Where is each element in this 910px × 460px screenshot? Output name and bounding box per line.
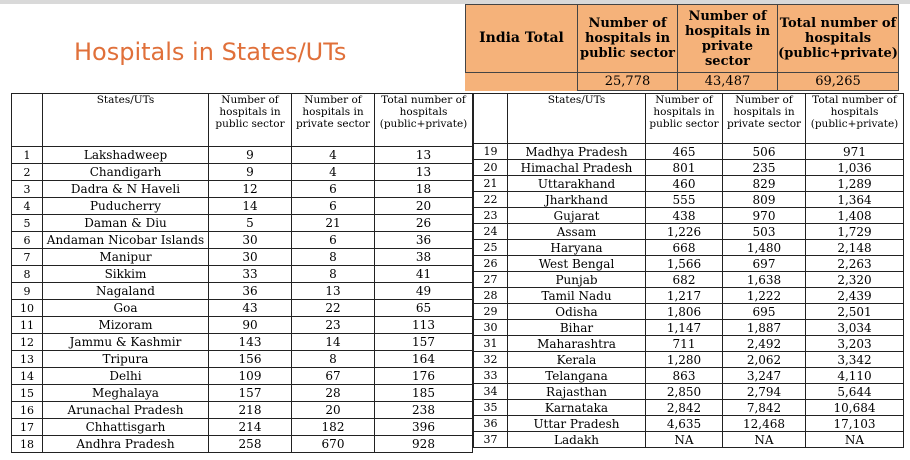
serial-number: 30	[474, 320, 508, 336]
state-name: Bihar	[508, 320, 646, 336]
private-count: 829	[723, 176, 806, 192]
total-count: 5,644	[806, 384, 904, 400]
table-row	[12, 334, 473, 351]
serial-header	[474, 94, 508, 144]
private-count: 1,638	[723, 272, 806, 288]
public-count: 465	[646, 144, 723, 160]
state-name: Haryana	[508, 240, 646, 256]
page-title: Hospitals in States/UTs	[74, 38, 347, 66]
total-count: 1,729	[806, 224, 904, 240]
serial-number: 37	[474, 432, 508, 448]
table-row	[474, 304, 904, 320]
table-row	[474, 176, 904, 192]
state-name: Delhi	[43, 368, 209, 385]
table-row	[474, 272, 904, 288]
private-count: 22	[292, 300, 375, 317]
private-count: 23	[292, 317, 375, 334]
table-row	[12, 317, 473, 334]
state-name: Gujarat	[508, 208, 646, 224]
total-count: NA	[806, 432, 904, 448]
india-total-blank-cell	[466, 73, 578, 91]
table-row	[474, 256, 904, 272]
state-name: Mizoram	[43, 317, 209, 334]
table-row	[474, 144, 904, 160]
public-count: 36	[209, 283, 292, 300]
serial-number: 36	[474, 416, 508, 432]
total-count: 2,148	[806, 240, 904, 256]
state-name: Odisha	[508, 304, 646, 320]
state-name: Uttarakhand	[508, 176, 646, 192]
state-name: Lakshadweep	[43, 147, 209, 164]
public-count: 214	[209, 419, 292, 436]
states-header: States/UTs	[43, 94, 209, 147]
state-name: Kerala	[508, 352, 646, 368]
serial-number: 7	[12, 249, 43, 266]
state-name: Telangana	[508, 368, 646, 384]
private-count: 1,222	[723, 288, 806, 304]
total-count: 3,034	[806, 320, 904, 336]
total-count: 928	[375, 436, 473, 453]
state-name: Arunachal Pradesh	[43, 402, 209, 419]
private-count: 503	[723, 224, 806, 240]
total-count: 971	[806, 144, 904, 160]
state-name: Tripura	[43, 351, 209, 368]
public-count: 30	[209, 232, 292, 249]
states-header: States/UTs	[508, 94, 646, 144]
public-count: 30	[209, 249, 292, 266]
private-count: 809	[723, 192, 806, 208]
serial-number: 14	[12, 368, 43, 385]
table-row	[474, 400, 904, 416]
total-count: 113	[375, 317, 473, 334]
serial-number: 21	[474, 176, 508, 192]
state-name: Goa	[43, 300, 209, 317]
state-name: Himachal Pradesh	[508, 160, 646, 176]
india-total-header-private: Number of hospitals in private sector	[678, 5, 778, 73]
total-count: 49	[375, 283, 473, 300]
serial-number: 33	[474, 368, 508, 384]
total-count: 13	[375, 164, 473, 181]
public-header: Number of hospitals in public sector	[209, 94, 292, 147]
total-count: 18	[375, 181, 473, 198]
serial-number: 10	[12, 300, 43, 317]
state-name: Jharkhand	[508, 192, 646, 208]
serial-number: 17	[12, 419, 43, 436]
private-count: 2,794	[723, 384, 806, 400]
public-count: 143	[209, 334, 292, 351]
state-name: Uttar Pradesh	[508, 416, 646, 432]
serial-number: 9	[12, 283, 43, 300]
public-count: 682	[646, 272, 723, 288]
public-count: 1,147	[646, 320, 723, 336]
state-name: Puducherry	[43, 198, 209, 215]
table-row	[474, 336, 904, 352]
serial-header	[12, 94, 43, 147]
total-count: 2,263	[806, 256, 904, 272]
state-name: Andaman Nicobar Islands	[43, 232, 209, 249]
private-count: 2,492	[723, 336, 806, 352]
serial-number: 35	[474, 400, 508, 416]
table-row	[474, 384, 904, 400]
public-count: 9	[209, 164, 292, 181]
total-count: 2,501	[806, 304, 904, 320]
serial-number: 25	[474, 240, 508, 256]
private-count: 14	[292, 334, 375, 351]
total-count: 26	[375, 215, 473, 232]
private-count: 695	[723, 304, 806, 320]
public-count: 9	[209, 147, 292, 164]
private-count: 4	[292, 147, 375, 164]
table-row	[12, 402, 473, 419]
serial-number: 34	[474, 384, 508, 400]
serial-number: 4	[12, 198, 43, 215]
india-total-value-private: 43,487	[678, 73, 778, 91]
table-row	[474, 288, 904, 304]
private-header: Number of hospitals in private sector	[292, 94, 375, 147]
state-name: West Bengal	[508, 256, 646, 272]
table-row	[12, 249, 473, 266]
table-row	[12, 164, 473, 181]
state-name: Dadra & N Haveli	[43, 181, 209, 198]
state-name: Maharashtra	[508, 336, 646, 352]
public-count: 668	[646, 240, 723, 256]
india-total-label: India Total	[466, 5, 578, 73]
india-total-value-public: 25,778	[578, 73, 678, 91]
table-row	[12, 181, 473, 198]
serial-number: 8	[12, 266, 43, 283]
public-count: 438	[646, 208, 723, 224]
public-count: 33	[209, 266, 292, 283]
table-row	[474, 160, 904, 176]
serial-number: 27	[474, 272, 508, 288]
table-row	[474, 416, 904, 432]
public-count: NA	[646, 432, 723, 448]
india-total-table	[465, 4, 899, 91]
public-count: 2,842	[646, 400, 723, 416]
india-total-header-total: Total number of hospitals (public+private)	[778, 5, 899, 73]
left-hospital-table	[11, 93, 473, 453]
serial-number: 28	[474, 288, 508, 304]
public-count: 90	[209, 317, 292, 334]
table-row	[474, 208, 904, 224]
public-count: 1,806	[646, 304, 723, 320]
private-count: 8	[292, 266, 375, 283]
table-row	[12, 147, 473, 164]
table-row	[474, 192, 904, 208]
table-row	[474, 352, 904, 368]
table-row	[12, 283, 473, 300]
private-count: 8	[292, 249, 375, 266]
public-count: 218	[209, 402, 292, 419]
table-row	[12, 436, 473, 453]
private-count: 6	[292, 198, 375, 215]
state-name: Meghalaya	[43, 385, 209, 402]
private-count: 670	[292, 436, 375, 453]
serial-number: 24	[474, 224, 508, 240]
total-count: 3,203	[806, 336, 904, 352]
public-count: 12	[209, 181, 292, 198]
private-count: 235	[723, 160, 806, 176]
total-count: 2,320	[806, 272, 904, 288]
total-count: 185	[375, 385, 473, 402]
state-name: Madhya Pradesh	[508, 144, 646, 160]
serial-number: 16	[12, 402, 43, 419]
public-count: 14	[209, 198, 292, 215]
table-row	[474, 224, 904, 240]
private-count: NA	[723, 432, 806, 448]
total-count: 1,408	[806, 208, 904, 224]
serial-number: 20	[474, 160, 508, 176]
total-count: 65	[375, 300, 473, 317]
table-row	[12, 351, 473, 368]
public-count: 157	[209, 385, 292, 402]
table-row	[12, 385, 473, 402]
state-name: Chandigarh	[43, 164, 209, 181]
total-count: 41	[375, 266, 473, 283]
serial-number: 32	[474, 352, 508, 368]
private-count: 506	[723, 144, 806, 160]
private-count: 1,480	[723, 240, 806, 256]
public-count: 460	[646, 176, 723, 192]
public-header: Number of hospitals in public sector	[646, 94, 723, 144]
total-header: Total number of hospitals (public+private)	[375, 94, 473, 147]
public-count: 1,226	[646, 224, 723, 240]
state-name: Jammu & Kashmir	[43, 334, 209, 351]
state-name: Punjab	[508, 272, 646, 288]
serial-number: 23	[474, 208, 508, 224]
serial-number: 12	[12, 334, 43, 351]
state-name: Karnataka	[508, 400, 646, 416]
total-count: 10,684	[806, 400, 904, 416]
table-row	[474, 240, 904, 256]
state-name: Nagaland	[43, 283, 209, 300]
private-count: 67	[292, 368, 375, 385]
serial-number: 22	[474, 192, 508, 208]
serial-number: 15	[12, 385, 43, 402]
total-count: 4,110	[806, 368, 904, 384]
private-count: 7,842	[723, 400, 806, 416]
serial-number: 6	[12, 232, 43, 249]
total-count: 1,364	[806, 192, 904, 208]
total-count: 1,289	[806, 176, 904, 192]
state-name: Assam	[508, 224, 646, 240]
public-count: 863	[646, 368, 723, 384]
table-row	[474, 368, 904, 384]
total-count: 1,036	[806, 160, 904, 176]
public-count: 555	[646, 192, 723, 208]
public-count: 711	[646, 336, 723, 352]
serial-number: 31	[474, 336, 508, 352]
india-total-header-public: Number of hospitals in public sector	[578, 5, 678, 73]
public-count: 801	[646, 160, 723, 176]
table-row	[12, 266, 473, 283]
total-count: 13	[375, 147, 473, 164]
serial-number: 29	[474, 304, 508, 320]
serial-number: 1	[12, 147, 43, 164]
public-count: 1,280	[646, 352, 723, 368]
total-count: 176	[375, 368, 473, 385]
total-count: 2,439	[806, 288, 904, 304]
public-count: 1,217	[646, 288, 723, 304]
private-count: 6	[292, 232, 375, 249]
private-count: 4	[292, 164, 375, 181]
serial-number: 26	[474, 256, 508, 272]
private-count: 20	[292, 402, 375, 419]
private-count: 12,468	[723, 416, 806, 432]
public-count: 156	[209, 351, 292, 368]
serial-number: 2	[12, 164, 43, 181]
private-count: 1,887	[723, 320, 806, 336]
state-name: Ladakh	[508, 432, 646, 448]
public-count: 109	[209, 368, 292, 385]
total-count: 20	[375, 198, 473, 215]
public-count: 2,850	[646, 384, 723, 400]
serial-number: 11	[12, 317, 43, 334]
public-count: 258	[209, 436, 292, 453]
private-count: 2,062	[723, 352, 806, 368]
state-name: Rajasthan	[508, 384, 646, 400]
serial-number: 18	[12, 436, 43, 453]
total-count: 38	[375, 249, 473, 266]
public-count: 4,635	[646, 416, 723, 432]
serial-number: 19	[474, 144, 508, 160]
table-row	[474, 320, 904, 336]
public-count: 5	[209, 215, 292, 232]
total-header: Total number of hospitals (public+private)	[806, 94, 904, 144]
total-count: 3,342	[806, 352, 904, 368]
state-name: Tamil Nadu	[508, 288, 646, 304]
total-count: 238	[375, 402, 473, 419]
state-name: Daman & Diu	[43, 215, 209, 232]
table-row	[12, 198, 473, 215]
public-count: 1,566	[646, 256, 723, 272]
state-name: Manipur	[43, 249, 209, 266]
total-count: 164	[375, 351, 473, 368]
private-count: 8	[292, 351, 375, 368]
table-row	[12, 232, 473, 249]
private-count: 21	[292, 215, 375, 232]
private-count: 28	[292, 385, 375, 402]
table-row	[12, 300, 473, 317]
total-count: 396	[375, 419, 473, 436]
state-name: Sikkim	[43, 266, 209, 283]
right-hospital-table	[473, 93, 904, 448]
total-count: 36	[375, 232, 473, 249]
private-header: Number of hospitals in private sector	[723, 94, 806, 144]
private-count: 697	[723, 256, 806, 272]
serial-number: 5	[12, 215, 43, 232]
serial-number: 3	[12, 181, 43, 198]
private-count: 13	[292, 283, 375, 300]
table-row	[12, 215, 473, 232]
india-total-value-total: 69,265	[778, 73, 899, 91]
total-count: 17,103	[806, 416, 904, 432]
private-count: 6	[292, 181, 375, 198]
total-count: 157	[375, 334, 473, 351]
table-row	[474, 432, 904, 448]
private-count: 182	[292, 419, 375, 436]
serial-number: 13	[12, 351, 43, 368]
table-row	[12, 419, 473, 436]
table-row	[12, 368, 473, 385]
private-count: 3,247	[723, 368, 806, 384]
public-count: 43	[209, 300, 292, 317]
state-name: Andhra Pradesh	[43, 436, 209, 453]
private-count: 970	[723, 208, 806, 224]
state-name: Chhattisgarh	[43, 419, 209, 436]
